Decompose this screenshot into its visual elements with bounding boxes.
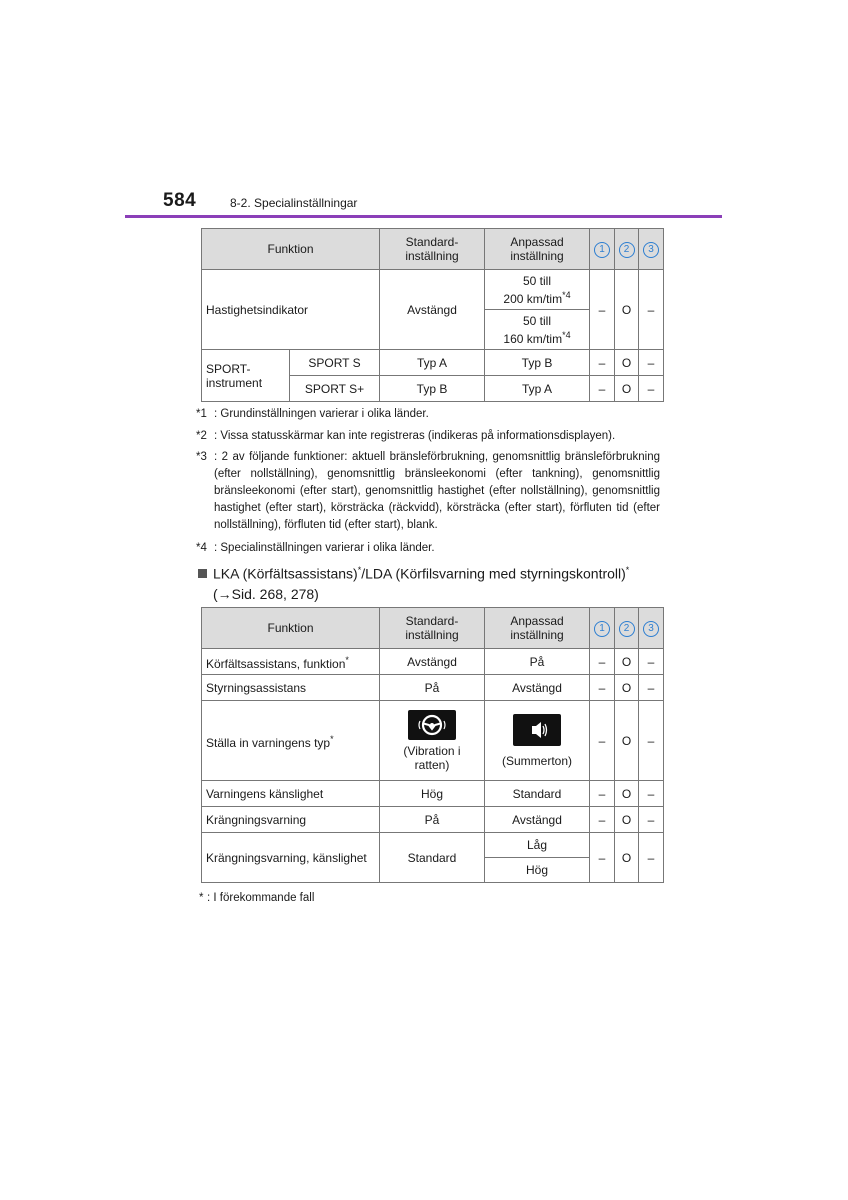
row-default: På (380, 675, 485, 701)
footnote-3 (196, 449, 660, 534)
row-default: Hög (380, 781, 485, 807)
header-rule (125, 215, 722, 218)
header-default: Standard- inställning (380, 229, 485, 270)
row-label: Krängningsvarning, känslighet (202, 833, 380, 883)
row-label: Krängningsvarning (202, 807, 380, 833)
footnote-asterisk-text: : I förekommande fall (207, 892, 315, 904)
row-c3: – (639, 701, 664, 781)
row-c3: – (639, 807, 664, 833)
row-custom: Standard (485, 781, 590, 807)
heading-text: LKA (Körfältsassistans) (213, 565, 358, 582)
speed-label: Hastighetsindikator (202, 270, 380, 350)
row-custom: Avstängd (485, 675, 590, 701)
circle-3-icon: 3 (643, 242, 659, 258)
sport-s-c3: – (639, 350, 664, 376)
speed-c2: O (615, 270, 639, 350)
header-custom: Anpassad inställning (485, 229, 590, 270)
sport-splus-c1: – (590, 376, 615, 402)
header-col-2 (615, 229, 639, 270)
sport-s-c2: O (615, 350, 639, 376)
row-c3: – (639, 781, 664, 807)
circle-1-icon: 1 (594, 621, 610, 637)
speed-custom-b-line2: 160 km/tim (503, 331, 563, 346)
row-default (380, 701, 485, 781)
footnote-1-text: : Grundinställningen varierar i olika länder. (214, 408, 429, 420)
row-c2: O (615, 675, 639, 701)
table-row (202, 807, 664, 833)
row-label (202, 701, 380, 781)
speed-custom-a-line2: 200 km/tim (503, 291, 563, 306)
speed-custom-b (485, 310, 590, 350)
speaker-icon (513, 714, 561, 746)
heading-reference: (→Sid. 268, 278) (213, 585, 319, 602)
sport-splus-mode: SPORT S+ (290, 376, 380, 402)
sport-s-default: Typ A (380, 350, 485, 376)
lka-header-col-1 (590, 608, 615, 649)
heading-sup-1: * (357, 565, 362, 575)
speed-c1: – (590, 270, 615, 350)
heading-sup-2: * (625, 565, 630, 575)
row-c2: O (615, 781, 639, 807)
footnote-1 (196, 406, 662, 423)
row-custom-b: Hög (485, 858, 590, 883)
table-row (202, 649, 664, 675)
sport-label: SPORT- instrument (202, 350, 290, 402)
sport-splus-custom: Typ A (485, 376, 590, 402)
row-label: Varningens känslighet (202, 781, 380, 807)
row-label-sup: * (345, 654, 349, 665)
section-title: 8-2. Specialinställningar (230, 196, 358, 210)
settings-table-lka (201, 607, 664, 883)
speed-custom-b-sup: *4 (562, 329, 571, 340)
sport-splus-default: Typ B (380, 376, 485, 402)
row-custom: Avstängd (485, 807, 590, 833)
footnote-2-text: : Vissa statusskärmar kan inte registreras (indikeras på informationsdisplayen). (214, 430, 616, 442)
row-c1: – (590, 833, 615, 883)
bullet-square-icon (198, 569, 207, 578)
footnote-asterisk-mark: * (199, 892, 204, 904)
row-c1: – (590, 701, 615, 781)
footnote-2 (196, 428, 662, 445)
row-default-text: (Vibration i ratten) (403, 743, 461, 772)
header-col-3 (639, 229, 664, 270)
sport-splus-c3: – (639, 376, 664, 402)
row-c1: – (590, 807, 615, 833)
speed-custom-b-line1: 50 till (522, 313, 551, 328)
row-custom-text: (Summerton) (501, 753, 572, 768)
row-c3: – (639, 833, 664, 883)
footnote-2-mark: *2 (196, 430, 207, 442)
footnote-1-mark: *1 (196, 408, 207, 420)
sport-s-c1: – (590, 350, 615, 376)
footnote-asterisk (199, 890, 607, 907)
table-row (202, 701, 664, 781)
lka-header-default: Standard- inställning (380, 608, 485, 649)
circle-3-icon: 3 (643, 621, 659, 637)
heading-text-2: /LDA (Körfilsvarning med styrningskontroll) (361, 565, 626, 582)
footnote-4 (196, 540, 662, 557)
steering-wheel-icon (408, 710, 456, 740)
row-c2: O (615, 807, 639, 833)
speed-custom-a (485, 270, 590, 310)
footnote-3-mark: *3 (196, 451, 207, 463)
row-label-text: Körfältsassistans, funktion (206, 656, 346, 671)
row-label (202, 649, 380, 675)
header-col-1 (590, 229, 615, 270)
lka-header-custom: Anpassad inställning (485, 608, 590, 649)
circle-2-icon: 2 (619, 242, 635, 258)
circle-2-icon: 2 (619, 621, 635, 637)
row-c2: O (615, 701, 639, 781)
lka-header-col-2 (615, 608, 639, 649)
footnote-4-text: : Specialinställningen varierar i olika länder. (214, 542, 435, 554)
footnote-3-text: : 2 av följande funktioner: aktuell bränsleförbrukning, genomsnittlig bränsleförbrukning (efter nollställning), genomsnittlig bränsleekonomi (efter tankning), genomsnittlig bränsleekonomi (efter start), genomsnittlig hastighet (efter nollställning), genomsnittlig hastighet (efter start), körsträcka (räckvidd), körsträcka (efter start), förfluten tid (efter nollställning), förfluten tid (efter start), blank. (214, 451, 660, 531)
lka-header-col-3 (639, 608, 664, 649)
table-row (202, 833, 664, 858)
circle-1-icon: 1 (594, 242, 610, 258)
row-custom: På (485, 649, 590, 675)
row-c1: – (590, 649, 615, 675)
row-default: Standard (380, 833, 485, 883)
section-heading (198, 560, 660, 604)
row-c2: O (615, 649, 639, 675)
row-custom-a: Låg (485, 833, 590, 858)
table-row (202, 781, 664, 807)
header-function: Funktion (202, 229, 380, 270)
row-c3: – (639, 675, 664, 701)
row-label-text: Ställa in varningens typ (206, 735, 331, 750)
row-label: Styrningsassistans (202, 675, 380, 701)
sport-s-custom: Typ B (485, 350, 590, 376)
lka-header-function: Funktion (202, 608, 380, 649)
row-c1: – (590, 781, 615, 807)
speed-default: Avstängd (380, 270, 485, 350)
sport-splus-c2: O (615, 376, 639, 402)
sport-s-mode: SPORT S (290, 350, 380, 376)
table-row (202, 675, 664, 701)
row-default: På (380, 807, 485, 833)
settings-table-speed (201, 228, 664, 402)
speed-custom-a-sup: *4 (562, 289, 571, 300)
speed-custom-a-line1: 50 till (522, 273, 551, 288)
row-custom (485, 701, 590, 781)
speed-c3: – (639, 270, 664, 350)
row-label-sup: * (330, 733, 334, 744)
row-c2: O (615, 833, 639, 883)
footnote-4-mark: *4 (196, 542, 207, 554)
row-c3: – (639, 649, 664, 675)
page-number: 584 (163, 190, 197, 211)
row-default: Avstängd (380, 649, 485, 675)
row-c1: – (590, 675, 615, 701)
